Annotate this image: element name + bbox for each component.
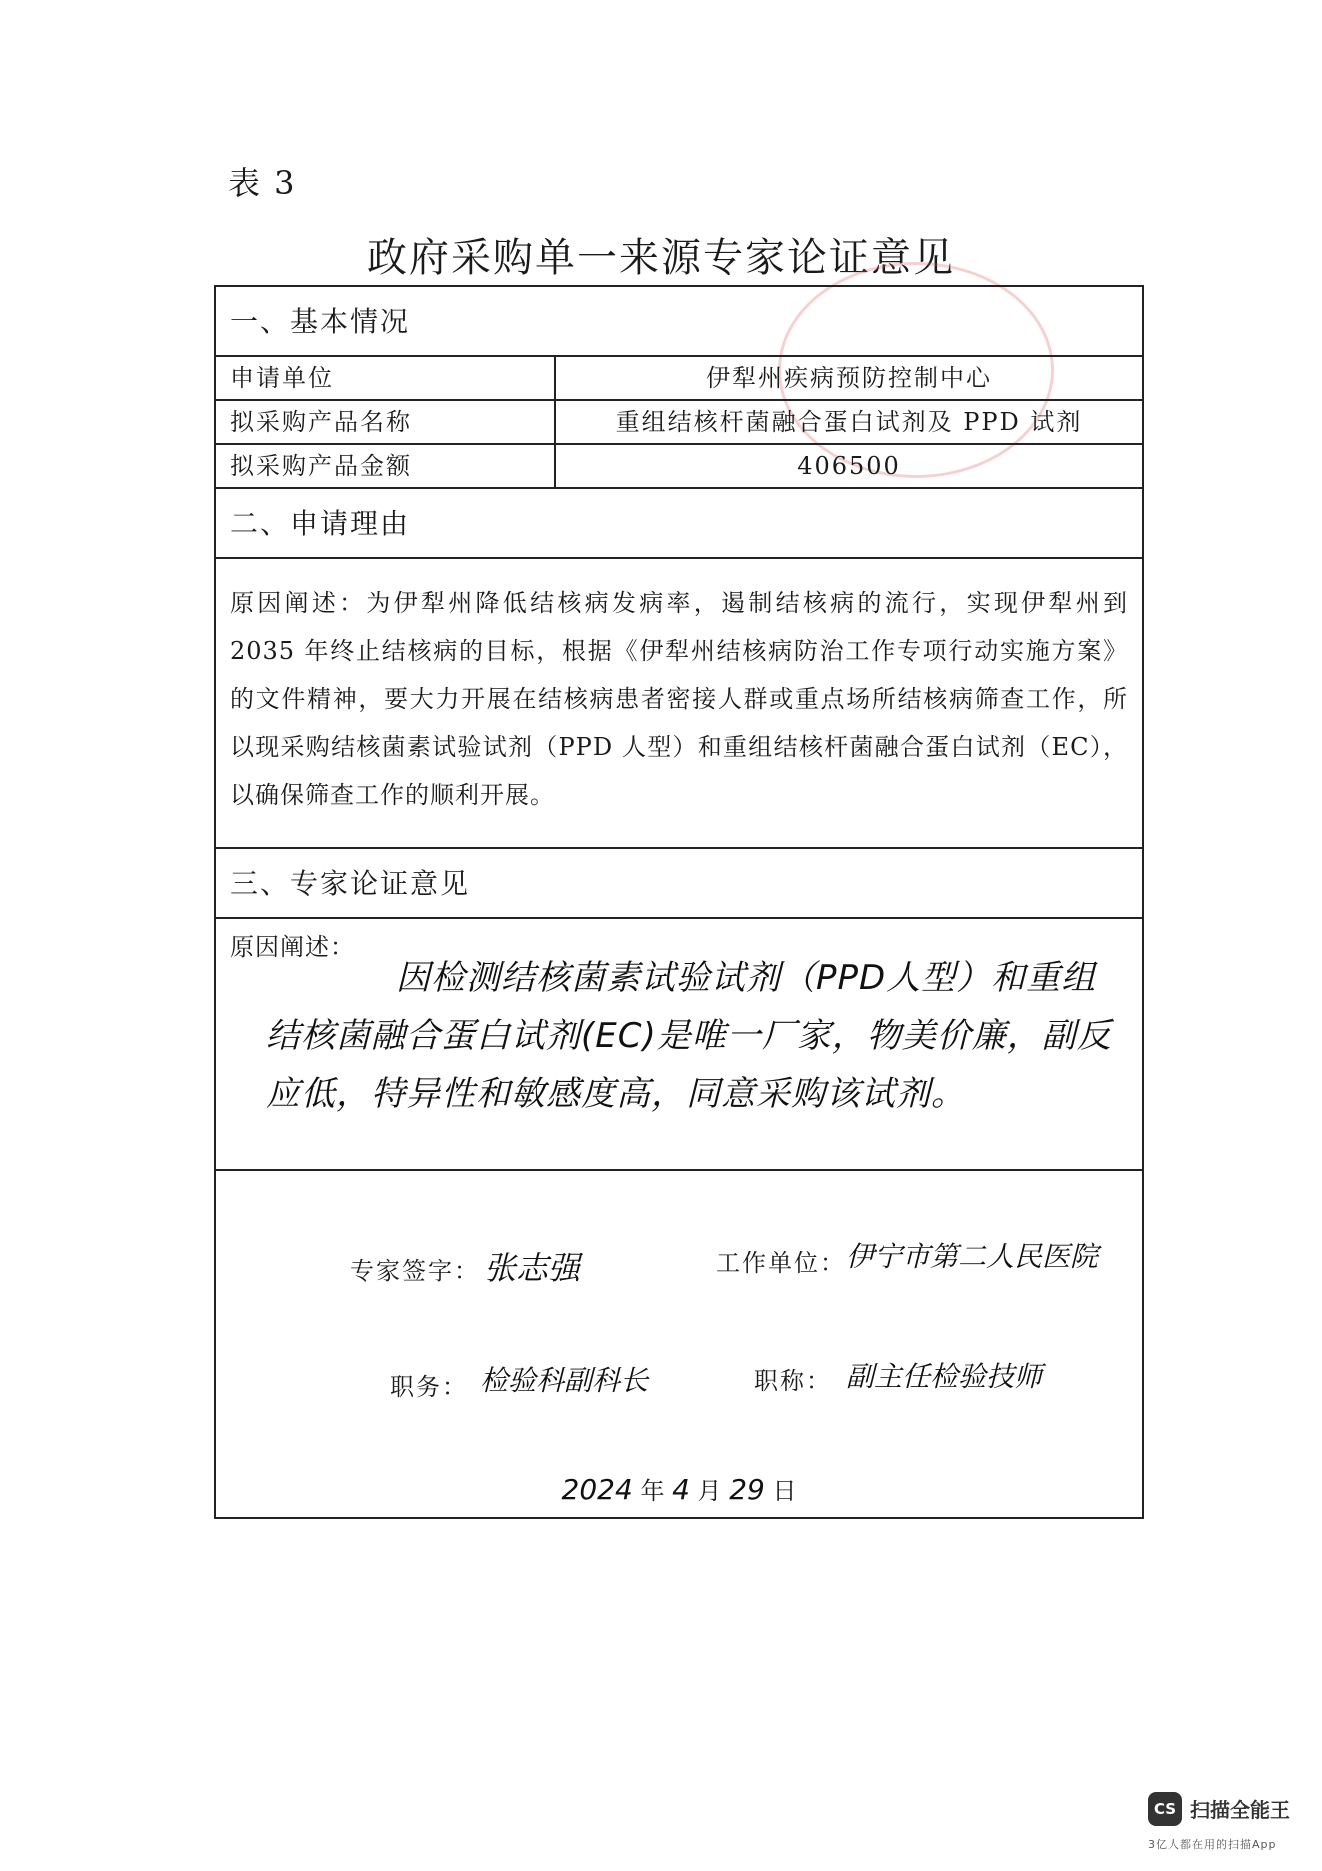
scanner-app-logo-icon: CS xyxy=(1148,1792,1182,1826)
scanner-app-name: 扫描全能王 xyxy=(1190,1798,1290,1822)
opinion-prefix: 原因阐述： xyxy=(230,933,355,961)
title-value: 副主任检验技师 xyxy=(846,1360,1043,1393)
info-label: 拟采购产品名称 xyxy=(216,401,556,443)
info-value: 伊犁州疾病预防控制中心 xyxy=(706,364,992,392)
section-basic-info-heading: 一、基本情况 xyxy=(216,287,1142,357)
expert-opinion-box xyxy=(216,919,1142,1171)
section-expert-opinion-heading: 三、专家论证意见 xyxy=(216,849,1142,919)
title-label: 职称： xyxy=(754,1367,832,1395)
position-label: 职务： xyxy=(390,1373,468,1401)
date-day: 29 xyxy=(729,1473,765,1506)
info-row-product-amount xyxy=(216,445,1142,489)
info-row-product-name xyxy=(216,401,1142,445)
date-day-label: 日 xyxy=(772,1477,797,1505)
scanner-app-tagline: 3亿人都在用的扫描App xyxy=(1148,1838,1277,1851)
work-unit-label: 工作单位： xyxy=(716,1249,846,1277)
form-table xyxy=(214,285,1144,1519)
info-value: 重组结核杆菌融合蛋白试剂及 PPD 试剂 xyxy=(615,408,1083,436)
info-label: 拟采购产品金额 xyxy=(216,445,556,487)
document-title: 政府采购单一来源专家论证意见 xyxy=(367,235,955,281)
date-month: 4 xyxy=(672,1473,690,1506)
work-unit-value: 伊宁市第二人民医院 xyxy=(846,1240,1099,1273)
signature-block xyxy=(216,1171,1142,1517)
table-label: 表 3 xyxy=(228,164,297,202)
expert-signature: 张志强 xyxy=(484,1249,581,1287)
reason-text: 原因阐述：为伊犁州降低结核病发病率，遏制结核病的流行，实现伊犁州到 2035 年终止结核病的目标，根据《伊犁州结核病防治工作专项行动实施方案》的文件精神，要大力开展在结核病患者密接人群或重点场所结核病筛查工作，所以现采购结核菌素试验试剂（PPD 人型）和重组结核杆菌融合蛋白试剂（EC），以确保筛查工作的顺利开展。 xyxy=(216,559,1142,849)
date-year: 2024 xyxy=(561,1473,633,1506)
date-month-label: 月 xyxy=(697,1477,722,1505)
info-label: 申请单位 xyxy=(216,357,556,399)
expert-opinion-handwritten: 因检测结核菌素试验试剂（PPD人型）和重组结核菌融合蛋白试剂(EC)是唯一厂家，物美价廉，副反应低，特异性和敏感度高，同意采购该试剂。 xyxy=(266,958,1112,1114)
info-row-applicant xyxy=(216,357,1142,401)
info-value: 406500 xyxy=(797,452,901,480)
signature-date xyxy=(216,1471,1142,1506)
date-year-label: 年 xyxy=(640,1477,665,1505)
section-reason-heading: 二、申请理由 xyxy=(216,489,1142,559)
expert-signature-label: 专家签字： xyxy=(350,1257,480,1285)
position-value: 检验科副科长 xyxy=(480,1364,649,1397)
